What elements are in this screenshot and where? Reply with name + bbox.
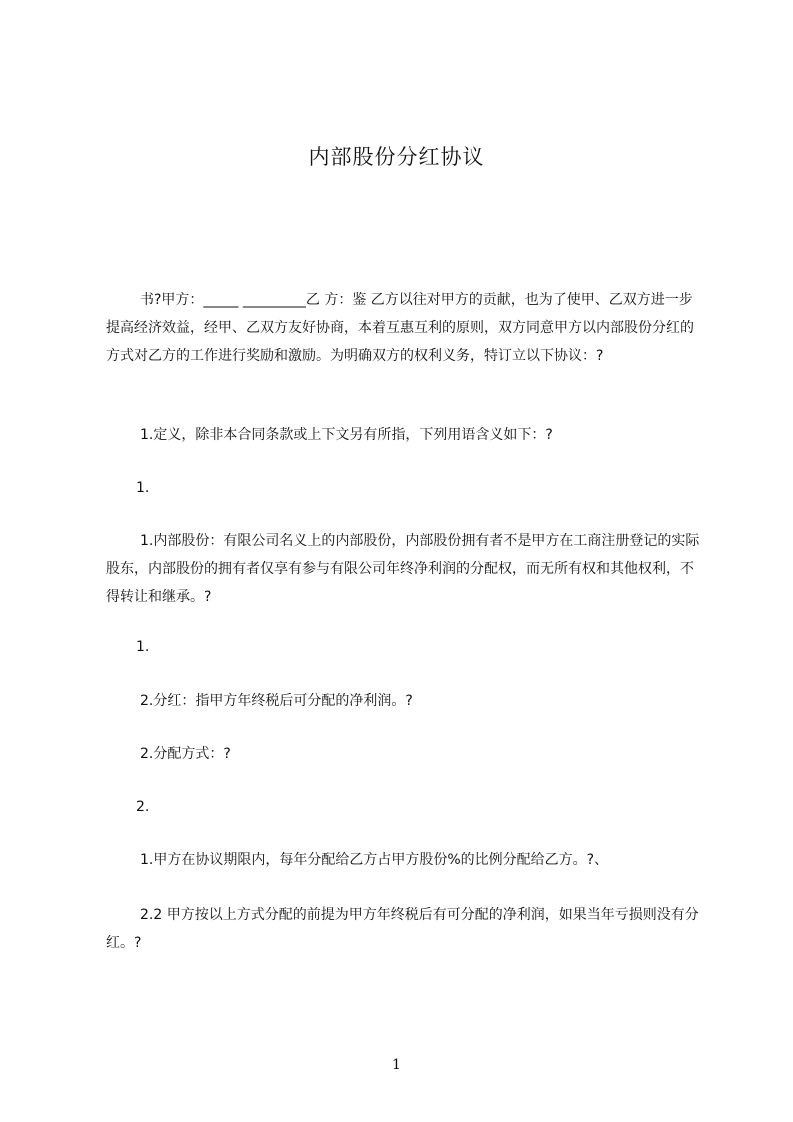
- clause-2-distribution: 2.分配方式：?: [140, 746, 231, 762]
- clause-1-1-internal-shares: 1.内部股份：有限公司名义上的内部股份，内部股份拥有者不是甲方在工商注册登记的实际股东，内部股份的拥有者仅享有参与有限公司年终净利润的分配权，而无所有权和其他权利，不得转让和继承。?: [106, 533, 700, 605]
- clause-1-2-dividend: 2.分红：指甲方年终税后可分配的净利润。?: [140, 693, 413, 709]
- clause-marker: 2.: [136, 799, 150, 815]
- page-number: 1: [392, 1057, 401, 1073]
- clause-marker: 1.: [136, 639, 150, 655]
- intro-paragraph: 书?甲方：_____ _________乙 方：鉴 乙方以往对甲方的贡献，也为了使甲、乙双方进一步提高经济效益，经甲、乙双方友好协商，本着互惠互利的原则，双方同意甲方以内部股份分红的方式对乙方的工作进行奖励和激励。为明确双方的权利义务，特订立以下协议：?: [106, 292, 694, 364]
- document-title: 内部股份分红协议: [308, 145, 485, 169]
- clause-2-1-ratio: 1.甲方在协议期限内，每年分配给乙方占甲方股份%的比例分配给乙方。?、: [140, 852, 609, 868]
- clause-2-2-precondition: 2.2 甲方按以上方式分配的前提为甲方年终税后有可分配的净利润，如果当年亏损则没有分红。?: [106, 907, 699, 951]
- clause-1-definitions: 1.定义，除非本合同条款或上下文另有所指，下列用语含义如下：?: [140, 427, 553, 443]
- clause-marker: 1.: [136, 480, 150, 496]
